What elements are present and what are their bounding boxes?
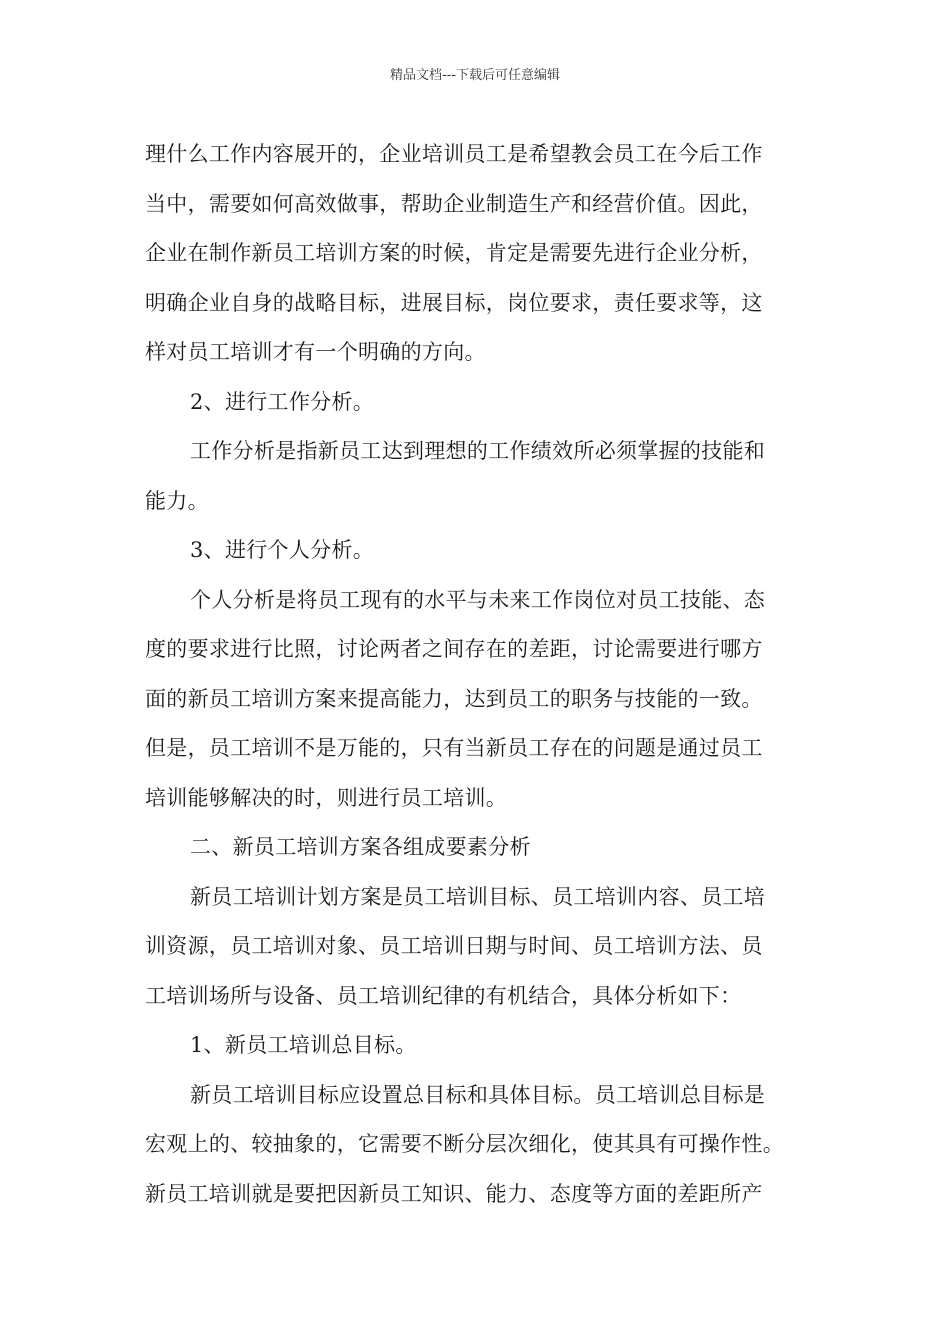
text-line: 二、新员工培训方案各组成要素分析 xyxy=(190,835,531,859)
text-line: 工作分析是指新员工达到理想的工作绩效所必须掌握的技能和 xyxy=(190,439,766,463)
text-line: 明确企业自身的战略目标，进展目标，岗位要求，责任要求等，这 xyxy=(145,290,763,315)
text-line: 面的新员工培训方案来提高能力，达到员工的职务与技能的一致。 xyxy=(145,686,763,711)
text-line: 3、进行个人分析。 xyxy=(190,538,375,562)
text-line: 新员工培训就是要把因新员工知识、能力、态度等方面的差距所产 xyxy=(145,1181,763,1206)
text-line: 企业在制作新员工培训方案的时候，肯定是需要先进行企业分析， xyxy=(145,241,763,265)
text-line: 能力。 xyxy=(145,488,209,513)
text-line: 2、进行工作分析。 xyxy=(190,389,375,414)
text-line: 新员工培训计划方案是员工培训目标、员工培训内容、员工培 xyxy=(190,884,766,909)
page-header: 精品文档---下载后可任意编辑 xyxy=(389,68,561,83)
document-body xyxy=(145,130,810,1219)
text-line: 度的要求进行比照，讨论两者之间存在的差距，讨论需要进行哪方 xyxy=(145,637,763,661)
text-line: 1、新员工培训总目标。 xyxy=(190,1033,417,1057)
text-line: 培训能够解决的时，则进行员工培训。 xyxy=(145,785,508,810)
text-line: 训资源，员工培训对象、员工培训日期与时间、员工培训方法、员 xyxy=(145,934,763,958)
text-line: 理什么工作内容展开的，企业培训员工是希望教会员工在今后工作 xyxy=(145,142,763,166)
text-line: 新员工培训目标应设置总目标和具体目标。员工培训总目标是 xyxy=(190,1082,766,1107)
text-line: 但是，员工培训不是万能的，只有当新员工存在的问题是通过员工 xyxy=(145,736,763,760)
text-line: 当中，需要如何高效做事，帮助企业制造生产和经营价值。因此， xyxy=(145,191,763,216)
text-line: 宏观上的、较抽象的，它需要不断分层次细化，使其具有可操作性。 xyxy=(145,1132,784,1156)
text-line: 工培训场所与设备、员工培训纪律的有机结合，具体分析如下： xyxy=(145,983,742,1008)
text-line: 样对员工培训才有一个明确的方向。 xyxy=(145,340,486,364)
text-line: 个人分析是将员工现有的水平与未来工作岗位对员工技能、态 xyxy=(190,587,766,612)
